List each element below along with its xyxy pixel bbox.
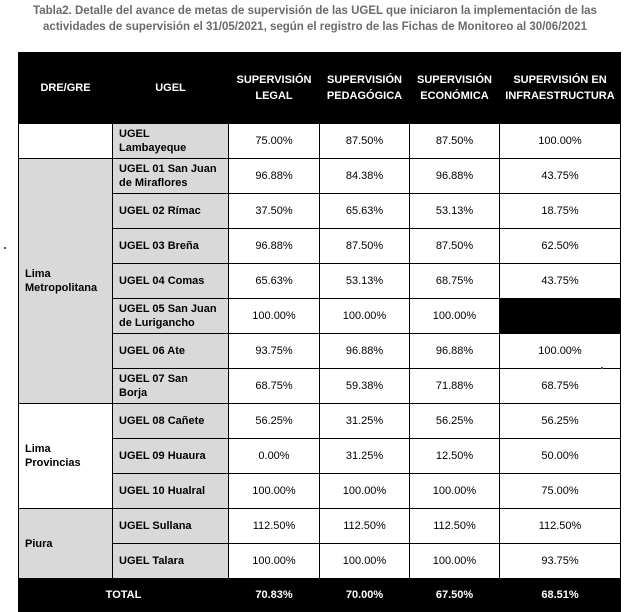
legal-cell: 93.75% bbox=[229, 334, 320, 369]
table-row bbox=[19, 509, 621, 544]
infraestructura-cell: 18.75% bbox=[500, 194, 621, 229]
header-dre: DRE/GRE bbox=[19, 53, 113, 124]
pedagogica-cell: 31.25% bbox=[320, 404, 410, 439]
table-row bbox=[19, 404, 621, 439]
pedagogica-cell: 96.88% bbox=[320, 334, 410, 369]
ugel-cell: UGEL 03 Breña bbox=[113, 229, 229, 264]
legal-cell: 96.88% bbox=[229, 159, 320, 194]
pedagogica-cell: 112.50% bbox=[320, 509, 410, 544]
infraestructura-cell: 43.75% bbox=[500, 159, 621, 194]
economica-cell: 87.50% bbox=[410, 124, 500, 159]
legal-cell: 100.00% bbox=[229, 299, 320, 334]
dre-lima-provincias: Lima Provincias bbox=[19, 404, 113, 509]
legal-cell: 100.00% bbox=[229, 474, 320, 509]
economica-cell: 100.00% bbox=[410, 474, 500, 509]
economica-cell: 87.50% bbox=[410, 229, 500, 264]
total-legal: 70.83% bbox=[229, 579, 320, 612]
pedagogica-cell: 87.50% bbox=[320, 229, 410, 264]
legal-cell: 68.75% bbox=[229, 369, 320, 404]
ugel-cell: UGEL 01 San Juan de Miraflores bbox=[113, 159, 229, 194]
economica-cell: 56.25% bbox=[410, 404, 500, 439]
ugel-cell: UGEL 06 Ate bbox=[113, 334, 229, 369]
header-ugel: UGEL bbox=[113, 53, 229, 124]
stray-dot bbox=[4, 247, 6, 249]
pedagogica-cell: 84.38% bbox=[320, 159, 410, 194]
supervision-table bbox=[18, 52, 621, 612]
dre-lima-metropolitana: Lima Metropolitana bbox=[19, 159, 113, 404]
infraestructura-cell: 100.00% bbox=[500, 334, 621, 369]
infraestructura-cell: 100.00% bbox=[500, 124, 621, 159]
ugel-cell: UGEL Talara bbox=[113, 544, 229, 579]
economica-cell: 100.00% bbox=[410, 299, 500, 334]
legal-cell: 37.50% bbox=[229, 194, 320, 229]
total-economica: 67.50% bbox=[410, 579, 500, 612]
header-pedagogica: SUPERVISIÓN PEDAGÓGICA bbox=[320, 53, 410, 124]
legal-cell: 0.00% bbox=[229, 439, 320, 474]
ugel-cell: UGEL Lambayeque bbox=[113, 124, 229, 159]
ugel-cell: UGEL 08 Cañete bbox=[113, 404, 229, 439]
infraestructura-cell: 50.00% bbox=[500, 439, 621, 474]
economica-cell: 53.13% bbox=[410, 194, 500, 229]
infraestructura-cell: 112.50% bbox=[500, 509, 621, 544]
ugel-cell: UGEL 05 San Juan de Lurigancho bbox=[113, 299, 229, 334]
economica-cell: 96.88% bbox=[410, 159, 500, 194]
total-row bbox=[19, 579, 621, 612]
legal-cell: 75.00% bbox=[229, 124, 320, 159]
legal-cell: 100.00% bbox=[229, 544, 320, 579]
infraestructura-cell: 93.75% bbox=[500, 544, 621, 579]
total-pedagogica: 70.00% bbox=[320, 579, 410, 612]
infraestructura-cell: 43.75% bbox=[500, 264, 621, 299]
table-caption bbox=[0, 3, 630, 35]
header-economica: SUPERVISIÓN ECONÓMICA bbox=[410, 53, 500, 124]
total-infraestructura: 68.51% bbox=[500, 579, 621, 612]
caption-line-2: actividades de supervisión el 31/05/2021, según el registro de las Fichas de Monitoreo al 30/06/2021 bbox=[43, 21, 587, 33]
legal-cell: 112.50% bbox=[229, 509, 320, 544]
table-row bbox=[19, 159, 621, 194]
pedagogica-cell: 100.00% bbox=[320, 474, 410, 509]
economica-cell: 12.50% bbox=[410, 439, 500, 474]
header-row bbox=[19, 53, 621, 124]
infraestructura-cell: 62.50% bbox=[500, 229, 621, 264]
economica-cell: 68.75% bbox=[410, 264, 500, 299]
pedagogica-cell: 100.00% bbox=[320, 299, 410, 334]
pedagogica-cell: 87.50% bbox=[320, 124, 410, 159]
economica-cell: 96.88% bbox=[410, 334, 500, 369]
ugel-cell: UGEL Sullana bbox=[113, 509, 229, 544]
table-row bbox=[19, 124, 621, 159]
total-label: TOTAL bbox=[19, 579, 229, 612]
ugel-cell: UGEL 04 Comas bbox=[113, 264, 229, 299]
legal-cell: 96.88% bbox=[229, 229, 320, 264]
header-infraestructura: SUPERVISIÓN EN INFRAESTRUCTURA bbox=[500, 53, 621, 124]
pedagogica-cell: 31.25% bbox=[320, 439, 410, 474]
pedagogica-cell: 59.38% bbox=[320, 369, 410, 404]
dre-cell-empty bbox=[19, 124, 113, 159]
header-legal: SUPERVISIÓN LEGAL bbox=[229, 53, 320, 124]
legal-cell: 56.25% bbox=[229, 404, 320, 439]
infraestructura-cell: 68.75% bbox=[500, 369, 621, 404]
ugel-cell: UGEL 10 Hualral bbox=[113, 474, 229, 509]
infraestructura-cell: 75.00% bbox=[500, 474, 621, 509]
ugel-cell: UGEL 09 Huaura bbox=[113, 439, 229, 474]
caption-line-1: Tabla2. Detalle del avance de metas de supervisión de las UGEL que iniciaron la implementación de las bbox=[33, 5, 597, 17]
pedagogica-cell: 65.63% bbox=[320, 194, 410, 229]
ugel-cell: UGEL 07 San Borja bbox=[113, 369, 229, 404]
infraestructura-cell: 56.25% bbox=[500, 404, 621, 439]
stray-dot bbox=[601, 367, 603, 369]
economica-cell: 100.00% bbox=[410, 544, 500, 579]
economica-cell: 112.50% bbox=[410, 509, 500, 544]
dre-piura: Piura bbox=[19, 509, 113, 579]
legal-cell: 65.63% bbox=[229, 264, 320, 299]
ugel-cell: UGEL 02 Rímac bbox=[113, 194, 229, 229]
pedagogica-cell: 53.13% bbox=[320, 264, 410, 299]
infraestructura-cell-blank bbox=[500, 299, 621, 334]
pedagogica-cell: 100.00% bbox=[320, 544, 410, 579]
economica-cell: 71.88% bbox=[410, 369, 500, 404]
